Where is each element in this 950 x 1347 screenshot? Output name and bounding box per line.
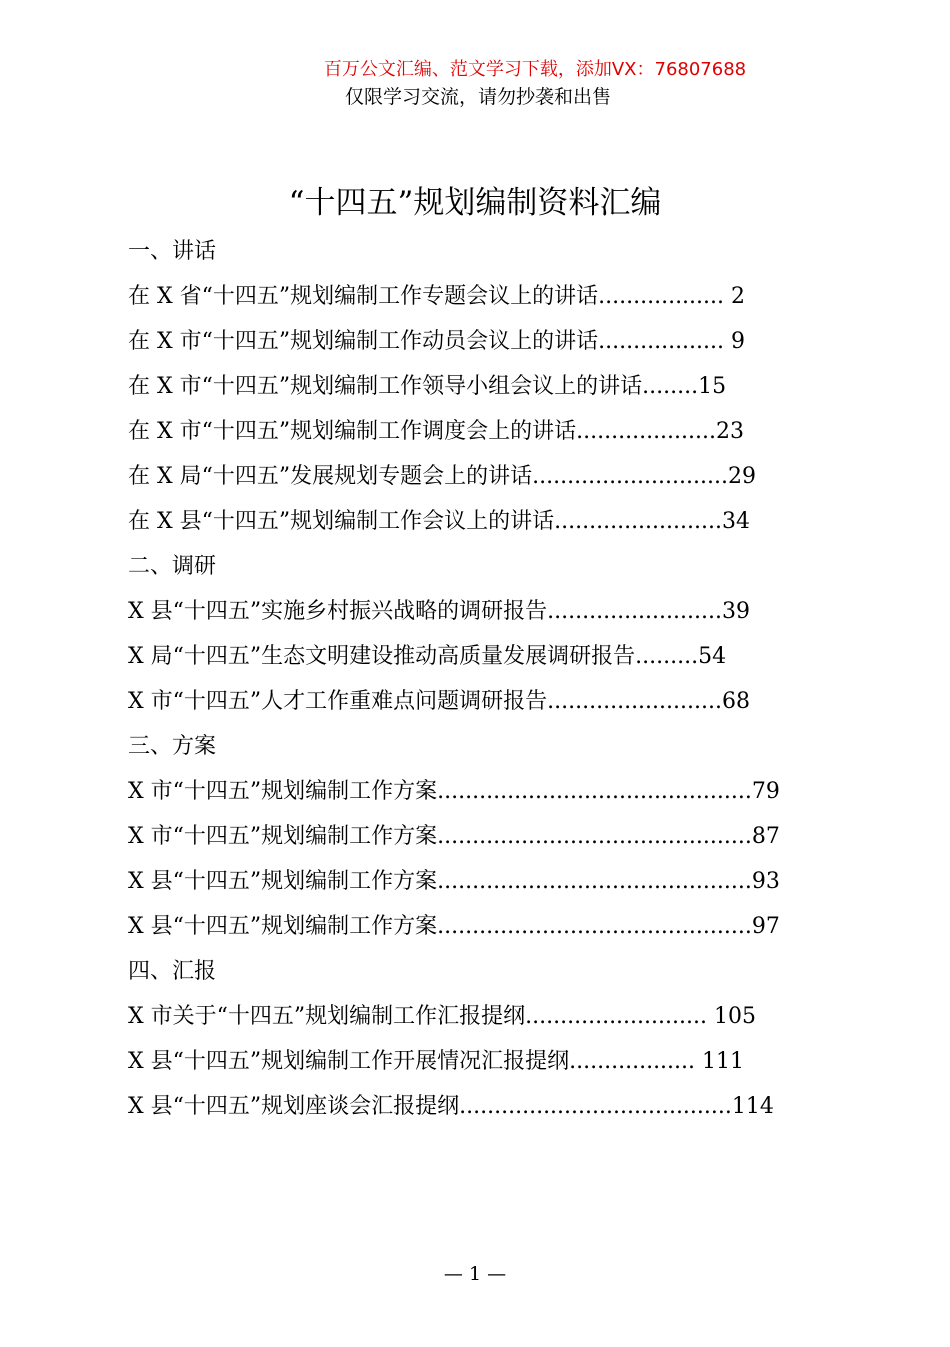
toc-entry: 在 X 省“十四五”规划编制工作专题会议上的讲话.................. 2	[128, 284, 746, 309]
toc-entry: X 市“十四五”规划编制工作方案.............................................79	[128, 779, 780, 804]
section-heading-reports: 四、汇报	[128, 959, 217, 984]
toc-entry: X 县“十四五”规划编制工作开展情况汇报提纲.................. 111	[128, 1049, 745, 1074]
toc-entry: X 县“十四五”规划编制工作方案.............................................97	[128, 914, 780, 939]
toc-entry: X 县“十四五”规划编制工作方案.............................................93	[128, 869, 780, 894]
toc-entry: X 市“十四五”规划编制工作方案.............................................87	[128, 824, 780, 849]
section-heading-plans: 三、方案	[128, 734, 217, 759]
toc-entry: 在 X 局“十四五”发展规划专题会上的讲话............................29	[128, 464, 756, 489]
toc-entry: X 局“十四五”生态文明建设推动高质量发展调研报告.........54	[128, 644, 727, 669]
toc-entry: X 市“十四五”人才工作重难点问题调研报告.........................68	[128, 689, 750, 714]
page-number: — 1 —	[443, 1263, 507, 1285]
toc-entry: X 县“十四五”规划座谈会汇报提纲.......................................114	[128, 1094, 774, 1119]
section-heading-speeches: 一、讲话	[128, 239, 217, 264]
toc-entry: 在 X 市“十四五”规划编制工作调度会上的讲话....................23	[128, 419, 745, 444]
toc-entry: 在 X 市“十四五”规划编制工作领导小组会议上的讲话........15	[128, 374, 727, 399]
section-heading-research: 二、调研	[128, 554, 217, 579]
document-title: “十四五”规划编制资料汇编	[288, 185, 662, 221]
toc-entry: X 县“十四五”实施乡村振兴战略的调研报告.........................39	[128, 599, 750, 624]
toc-entry: 在 X 市“十四五”规划编制工作动员会议上的讲话.................. 9	[128, 329, 746, 354]
promo-header: 百万公文汇编、范文学习下载，添加VX：76807688	[323, 59, 747, 80]
toc-entry: X 市关于“十四五”规划编制工作汇报提纲.......................... 105	[128, 1004, 756, 1029]
toc-entry: 在 X 县“十四五”规划编制工作会议上的讲话........................34	[128, 509, 750, 534]
notice-header: 仅限学习交流，请勿抄袭和出售	[344, 86, 611, 108]
